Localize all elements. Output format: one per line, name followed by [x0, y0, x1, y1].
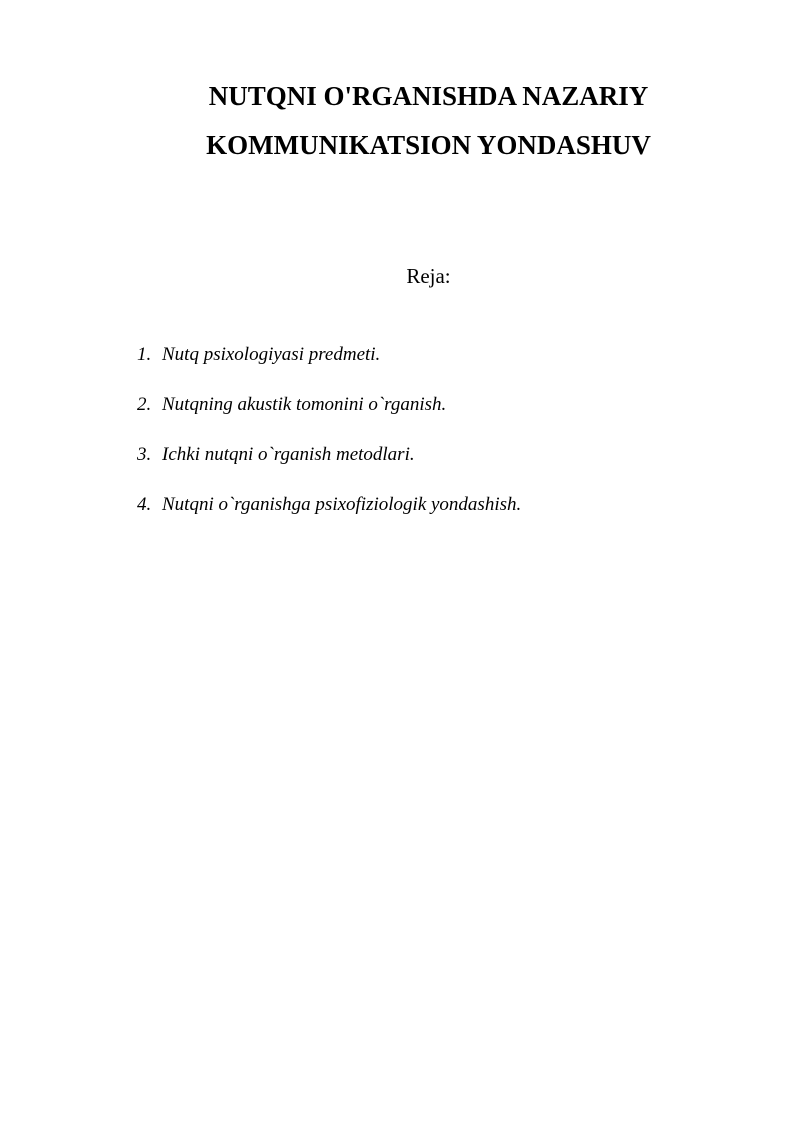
- plan-heading: Reja:: [406, 264, 451, 288]
- plan-item-number: 2.: [137, 394, 152, 415]
- plan-item-1: [137, 343, 757, 393]
- plan-item-2: [137, 393, 757, 443]
- plan-item-text: Ichki nutqni o`rganish metodlari.: [162, 444, 415, 465]
- plan-item-4: [137, 493, 757, 543]
- plan-item-text: Nutqni o`rganishga psixofiziologik yondashish.: [162, 494, 522, 515]
- plan-item-3: [137, 443, 757, 493]
- plan-item-text: Nutqning akustik tomonini o`rganish.: [162, 394, 447, 415]
- plan-item-number: 4.: [137, 494, 152, 515]
- document-title-line-1: NUTQNI O'RGANISHDA NAZARIY: [208, 81, 649, 111]
- plan-item-text: Nutq psixologiyasi predmeti.: [162, 344, 381, 365]
- document-title-line-2: KOMMUNIKATSION YONDASHUV: [206, 130, 651, 160]
- plan-item-number: 3.: [137, 444, 152, 465]
- plan-item-number: 1.: [137, 344, 152, 365]
- plan-list: [137, 343, 757, 543]
